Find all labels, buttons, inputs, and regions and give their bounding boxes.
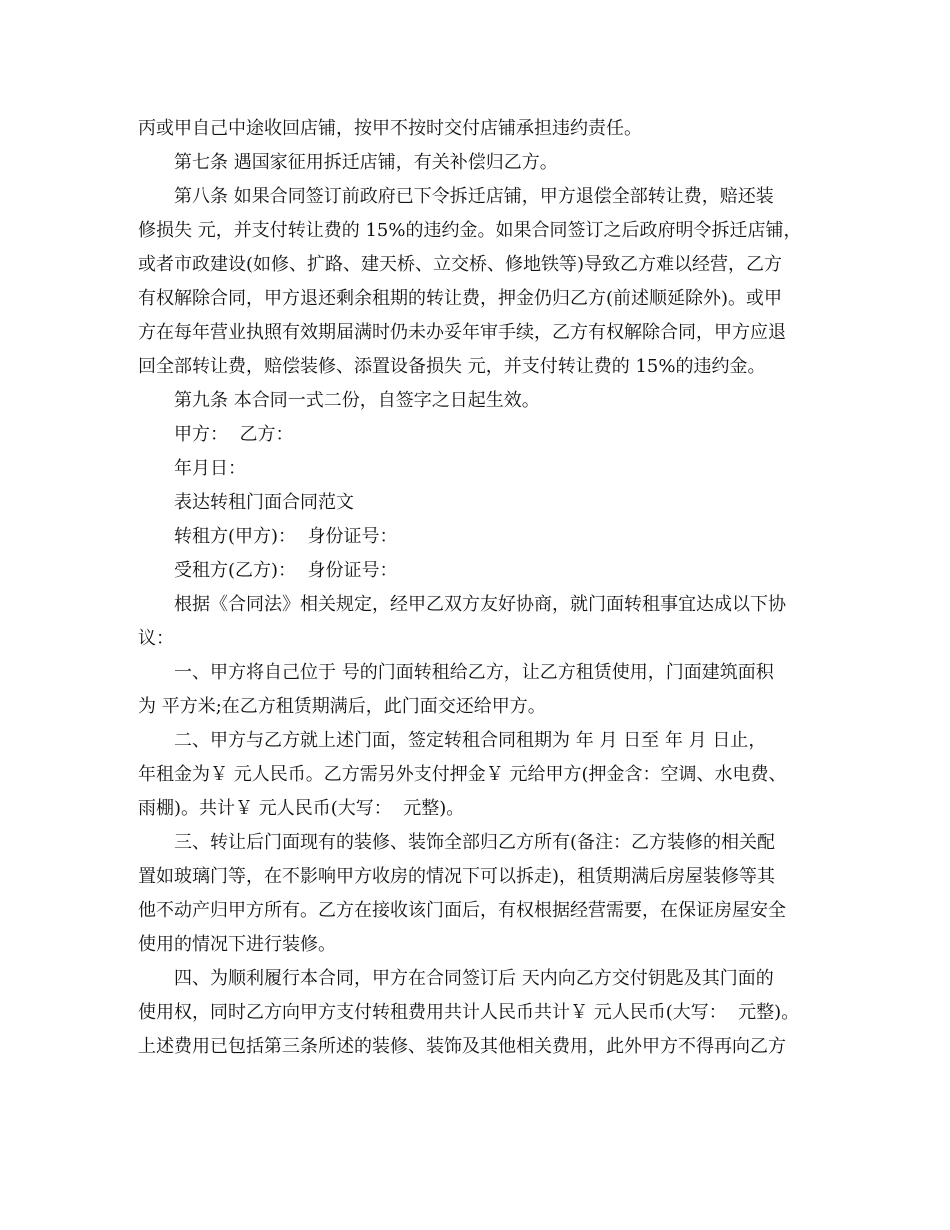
text-line: 转租方(甲方)： 身份证号： [174,526,398,547]
text-line: 或者市政建设(如修、扩路、建天桥、立交桥、修地铁等)导致乙方难以经营，乙方 [138,254,783,275]
text-line: 修损失 元，并支付转让费的 15%的违约金。如果合同签订之后政府明令拆迁店铺， [138,220,802,241]
text-line: 第九条 本合同一式二份，自签字之日起生效。 [174,390,540,411]
text-line: 置如玻璃门等，在不影响甲方收房的情况下可以拆走)，租赁期满后房屋装修等其 [138,866,776,887]
text-line: 有权解除合同，甲方退还剩余租期的转让费，押金仍归乙方(前述顺延除外)。或甲 [138,288,783,309]
text-line: 三、转让后门面现有的装修、装饰全部归乙方所有(备注：乙方装修的相关配 [174,832,776,853]
text-line: 甲方： 乙方： [174,424,294,445]
text-line: 二、甲方与乙方就上述门面，签定转租合同租期为 年 月 日至 年 月 日止， [174,730,767,751]
text-line: 上述费用已包括第三条所述的装修、装饰及其他相关费用，此外甲方不得再向乙方 [138,1036,786,1057]
text-line: 为 平方米;在乙方租赁期满后，此门面交还给甲方。 [138,696,546,717]
text-line: 回全部转让费，赔偿装修、添置设备损失 元，并支付转让费的 15%的违约金。 [138,356,766,377]
text-line: 一、甲方将自己位于 号的门面转租给乙方，让乙方租赁使用，门面建筑面积 [174,662,774,683]
text-line: 受租方(乙方)： 身份证号： [174,560,398,581]
text-line: 年月日： [174,458,246,479]
text-line: 议： [138,628,174,649]
text-line: 四、为顺利履行本合同，甲方在合同签订后 天内向乙方交付钥匙及其门面的 [174,968,774,989]
text-line: 使用的情况下进行装修。 [138,934,336,955]
text-line: 第八条 如果合同签订前政府已下令拆迁店铺，甲方退偿全部转让费，赔还装 [174,186,774,207]
text-line: 年租金为￥ 元人民币。乙方需另外支付押金￥ 元给甲方(押金含：空调、水电费、 [138,764,787,785]
text-line: 表达转租门面合同范文 [174,492,354,513]
contract-text-body [138,112,828,1064]
text-line: 方在每年营业执照有效期届满时仍未办妥年审手续，乙方有权解除合同，甲方应退 [138,322,786,343]
text-line: 根据《合同法》相关规定，经甲乙双方友好协商，就门面转租事宜达成以下协 [174,594,786,615]
text-line: 第七条 遇国家征用拆迁店铺，有关补偿归乙方。 [174,152,558,173]
text-line: 他不动产归甲方所有。乙方在接收该门面后，有权根据经营需要，在保证房屋安全 [138,900,786,921]
text-line: 使用权，同时乙方向甲方支付转租费用共计人民币共计￥ 元人民币(大写： 元整)。 [138,1002,800,1023]
text-line: 丙或甲自己中途收回店铺，按甲不按时交付店铺承担违约责任。 [138,118,642,139]
text-line: 雨棚)。共计￥ 元人民币(大写： 元整)。 [138,798,465,819]
